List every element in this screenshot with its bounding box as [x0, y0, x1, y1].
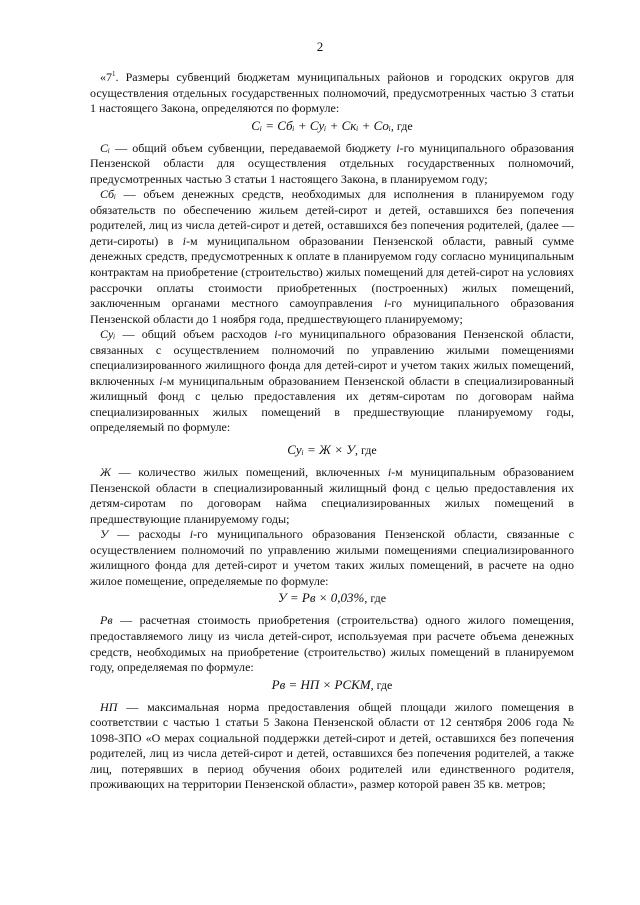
definition-term: НП: [100, 699, 118, 714]
formula-cost-per-unit: [90, 589, 574, 607]
definition-term: Cᵢ: [100, 140, 110, 155]
definition-rv: Рв — расчетная стоимость приобретения (строительства) одного жилого помещения, предоставляемого лицу из числа детей-сирот, используемая при расчете объема денежных средств, необходимых на приобретение (строительство) жилых помещений в планируемом году, определяемая по формуле:: [90, 613, 574, 675]
formula-expression: Cᵢ = Cбᵢ + Cуᵢ + Cкᵢ + Cоᵢ: [251, 117, 391, 133]
article-superscript: 1: [112, 69, 116, 78]
paragraph-article-7-1: [90, 70, 574, 117]
formula-estimated-cost: [90, 676, 574, 694]
definition-cbi: Cбᵢ — объем денежных средств, необходимых для исполнения в планируемом году обязательств по обеспечению жильем детей-сирот и детей, оставшихся без попечения родителей, лиц из числа детей-сирот и детей, оставшихся без попечения родителей, (далее — дети-сироты) в i-м муниципальном образовании Пензенской области, равный сумме денежных средств, предусмотренных к оплате в планируемом году согласно муниципальным контрактам на приобретение (строительство) жилых помещений для детей-сирот на условиях рассрочки оплаты стоимости приобретенных (построенных) жилых помещений, заключенным органами местного самоуправления i-го муниципального образования Пензенской области до 1 ноября года, предшествующего планируемому;: [90, 187, 574, 326]
document-body: [90, 70, 574, 793]
formula-total-subvention: [90, 117, 574, 135]
definition-term: Cбᵢ: [100, 187, 116, 202]
formula-tail: , где: [364, 591, 387, 606]
formula-management-costs: [90, 441, 574, 459]
paragraph-text: . Размеры субвенций бюджетам муниципальных районов и городских округов для осуществления отдельных государственных полномочий, предусмотренных частью 3 статьи 1 настоящего Закона, определяются по формуле:: [90, 70, 574, 116]
definition-u: У — расходы i-го муниципального образования Пензенской области, связанные с осуществлением полномочий по управлению жилыми помещениями специализированного жилищного фонда для детей-сирот и учетом таких жилых помещений, в расчете на одно жилое помещение, определяемые по формуле:: [90, 527, 575, 588]
definition-term: Рв: [100, 613, 113, 628]
formula-expression: Cуᵢ = Ж × У: [287, 442, 355, 458]
definition-term: Ж: [100, 465, 112, 480]
definition-ci: Cᵢ — общий объем субвенции, передаваемой бюджету i-го муниципального образования Пензенской области для осуществления отдельных государственных полномочий, предусмотренных частью 3 статьи 1 настоящего Закона, в планируемом году;: [90, 140, 574, 186]
page-number: 2: [316, 39, 324, 54]
definition-term: Cуᵢ: [100, 327, 116, 342]
definition-term: У: [100, 527, 109, 542]
formula-tail: , где: [390, 118, 413, 133]
formula-expression: У = Рв × 0,03%: [277, 590, 365, 606]
definition-np: НП — максимальная норма предоставления общей площади жилого помещения в соответствии с частью 1 статьи 5 Закона Пензенской области от 12 сентября 2006 года № 1098-ЗПО «О мерах социальной поддержки детей-сирот и детей, оставшихся без попечения родителей, лиц из числа детей-сирот и детей, оставшихся без попечения родителей, а также лиц, потерявших в период обучения обоих родителей или единственного родителя, проживающих на территории Пензенской области», размер которой равен 35 кв. метров;: [90, 699, 574, 792]
formula-tail: , где: [354, 443, 377, 458]
formula-expression: Рв = НП × РСКМ: [271, 676, 371, 692]
article-number: «7: [100, 70, 113, 84]
formula-tail: , где: [370, 677, 393, 692]
definition-cui: Cуᵢ — общий объем расходов i-го муниципального образования Пензенской области, связанных с осуществлением полномочий по управлению жилыми помещениями специализированного жилищного фонда для детей-сирот и учетом таких жилых помещений, включенных i-м муниципальным образованием Пензенской области в специализированный жилищный фонд с целью предоставления их детям-сиротам по договорам найма специализированных жилых помещений в предшествующие планируемому годы, определяемый по формуле:: [90, 327, 574, 435]
definition-zh: Ж — количество жилых помещений, включенных i-м муниципальным образованием Пензенской области в специализированный жилищный фонд с целью предоставления их детям-сиротам по договорам найма специализированных жилых помещений в предшествующие планируемому годы;: [90, 465, 574, 526]
